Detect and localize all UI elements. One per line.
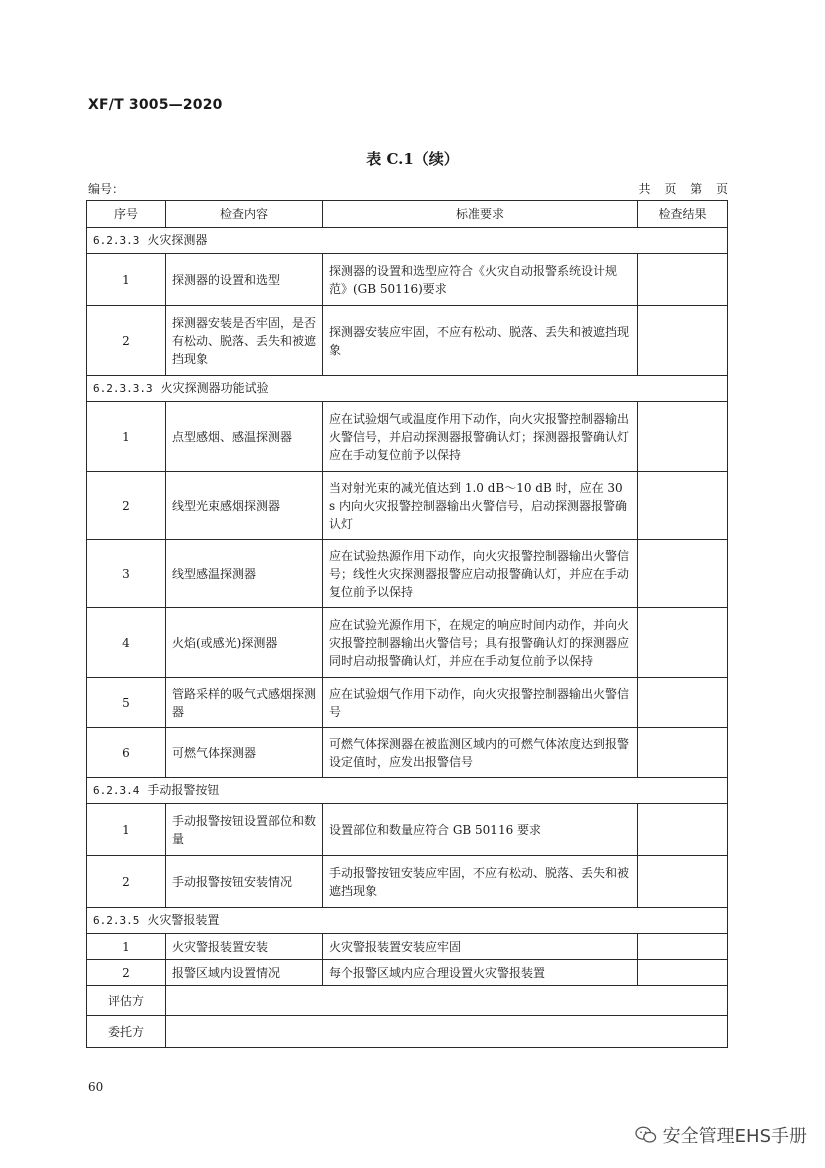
row-result bbox=[638, 856, 728, 908]
client-label: 委托方 bbox=[87, 1016, 166, 1048]
row-result bbox=[638, 934, 728, 960]
row-content: 手动报警按钮安装情况 bbox=[166, 856, 323, 908]
row-content: 报警区域内设置情况 bbox=[166, 960, 323, 986]
table-row bbox=[87, 254, 728, 306]
watermark-text: 安全管理EHS手册 bbox=[662, 1126, 807, 1147]
row-requirement: 探测器的设置和选型应符合《火灾自动报警系统设计规范》(GB 50116)要求 bbox=[323, 254, 638, 306]
row-content: 管路采样的吸气式感烟探测器 bbox=[166, 678, 323, 728]
row-requirement: 应在试验光源作用下，在规定的响应时间内动作，并向火灾报警控制器输出火警信号；具有报警确认灯的探测器应同时启动报警确认灯，并应在手动复位前予以保持 bbox=[323, 608, 638, 678]
standard-code: XF/T 3005—2020 bbox=[88, 97, 223, 113]
col-header-index: 序号 bbox=[87, 201, 166, 228]
row-index: 2 bbox=[87, 856, 166, 908]
section-title: 火灾探测器功能试验 bbox=[160, 381, 269, 395]
table-row bbox=[87, 472, 728, 540]
row-requirement: 应在试验烟气作用下动作，向火灾报警控制器输出火警信号 bbox=[323, 678, 638, 728]
page-number: 60 bbox=[88, 1080, 104, 1094]
row-requirement: 应在试验热源作用下动作，向火灾报警控制器输出火警信号；线性火灾探测器报警应启动报警确认灯，并应在手动复位前予以保持 bbox=[323, 540, 638, 608]
row-index: 3 bbox=[87, 540, 166, 608]
row-requirement: 火灾警报装置安装应牢固 bbox=[323, 934, 638, 960]
signoff-row-client bbox=[87, 1016, 728, 1048]
section-heading bbox=[87, 376, 728, 402]
row-result bbox=[638, 306, 728, 376]
row-content: 手动报警按钮设置部位和数量 bbox=[166, 804, 323, 856]
row-index: 2 bbox=[87, 472, 166, 540]
table-row bbox=[87, 960, 728, 986]
row-result bbox=[638, 678, 728, 728]
row-requirement: 应在试验烟气或温度作用下动作，向火灾报警控制器输出火警信号，并启动探测器报警确认灯；探测器报警确认灯应在手动复位前予以保持 bbox=[323, 402, 638, 472]
row-content: 探测器的设置和选型 bbox=[166, 254, 323, 306]
section-heading bbox=[87, 908, 728, 934]
section-number: 6.2.3.4 bbox=[93, 784, 140, 797]
col-header-content: 检查内容 bbox=[166, 201, 323, 228]
section-number: 6.2.3.5 bbox=[93, 914, 140, 927]
table-row bbox=[87, 804, 728, 856]
table-row bbox=[87, 728, 728, 778]
row-index: 1 bbox=[87, 804, 166, 856]
row-index: 1 bbox=[87, 402, 166, 472]
row-index: 1 bbox=[87, 254, 166, 306]
table-row bbox=[87, 306, 728, 376]
row-result bbox=[638, 608, 728, 678]
section-row bbox=[87, 228, 728, 254]
row-content: 火焰(或感光)探测器 bbox=[166, 608, 323, 678]
section-title: 手动报警按钮 bbox=[147, 783, 220, 797]
row-index: 2 bbox=[87, 306, 166, 376]
section-row bbox=[87, 376, 728, 402]
table-row bbox=[87, 608, 728, 678]
row-result bbox=[638, 540, 728, 608]
assessor-label: 评估方 bbox=[87, 986, 166, 1016]
assessor-field bbox=[166, 986, 728, 1016]
row-result bbox=[638, 728, 728, 778]
row-content: 探测器安装是否牢固，是否有松动、脱落、丢失和被遮挡现象 bbox=[166, 306, 323, 376]
row-result bbox=[638, 804, 728, 856]
signoff-row-assessor bbox=[87, 986, 728, 1016]
section-heading bbox=[87, 228, 728, 254]
meta-row bbox=[88, 180, 728, 197]
col-header-requirement: 标准要求 bbox=[323, 201, 638, 228]
row-index: 1 bbox=[87, 934, 166, 960]
row-content: 线型感温探测器 bbox=[166, 540, 323, 608]
row-content: 点型感烟、感温探测器 bbox=[166, 402, 323, 472]
watermark bbox=[635, 1122, 807, 1148]
row-content: 可燃气体探测器 bbox=[166, 728, 323, 778]
row-index: 6 bbox=[87, 728, 166, 778]
row-requirement: 探测器安装应牢固，不应有松动、脱落、丢失和被遮挡现象 bbox=[323, 306, 638, 376]
table-row bbox=[87, 540, 728, 608]
row-requirement: 可燃气体探测器在被监测区域内的可燃气体浓度达到报警设定值时，应发出报警信号 bbox=[323, 728, 638, 778]
table-row bbox=[87, 856, 728, 908]
row-result bbox=[638, 472, 728, 540]
row-result bbox=[638, 960, 728, 986]
number-label: 编号： bbox=[88, 182, 125, 196]
client-field bbox=[166, 1016, 728, 1048]
row-index: 4 bbox=[87, 608, 166, 678]
wechat-icon bbox=[635, 1125, 657, 1145]
table-title: 表 C.1（续） bbox=[366, 150, 459, 168]
row-content: 线型光束感烟探测器 bbox=[166, 472, 323, 540]
row-index: 5 bbox=[87, 678, 166, 728]
pages-label: 共 页 第 页 bbox=[638, 182, 728, 196]
row-result bbox=[638, 254, 728, 306]
table-row bbox=[87, 402, 728, 472]
row-content: 火灾警报装置安装 bbox=[166, 934, 323, 960]
section-heading bbox=[87, 778, 728, 804]
section-row bbox=[87, 778, 728, 804]
row-requirement: 设置部位和数量应符合 GB 50116 要求 bbox=[323, 804, 638, 856]
row-requirement: 手动报警按钮安装应牢固，不应有松动、脱落、丢失和被遮挡现象 bbox=[323, 856, 638, 908]
table-row bbox=[87, 934, 728, 960]
section-number: 6.2.3.3 bbox=[93, 234, 140, 247]
col-header-result: 检查结果 bbox=[638, 201, 728, 228]
row-result bbox=[638, 402, 728, 472]
section-title: 火灾警报装置 bbox=[147, 913, 220, 927]
section-row bbox=[87, 908, 728, 934]
table-header-row bbox=[87, 201, 728, 228]
inspection-table bbox=[86, 200, 728, 1048]
section-number: 6.2.3.3.3 bbox=[93, 382, 153, 395]
section-title: 火灾探测器 bbox=[147, 233, 208, 247]
row-requirement: 当对射光束的减光值达到 1.0 dB～10 dB 时，应在 30 s 内向火灾报警控制器输出火警信号，启动探测器报警确认灯 bbox=[323, 472, 638, 540]
row-index: 2 bbox=[87, 960, 166, 986]
row-requirement: 每个报警区域内应合理设置火灾警报装置 bbox=[323, 960, 638, 986]
table-row bbox=[87, 678, 728, 728]
